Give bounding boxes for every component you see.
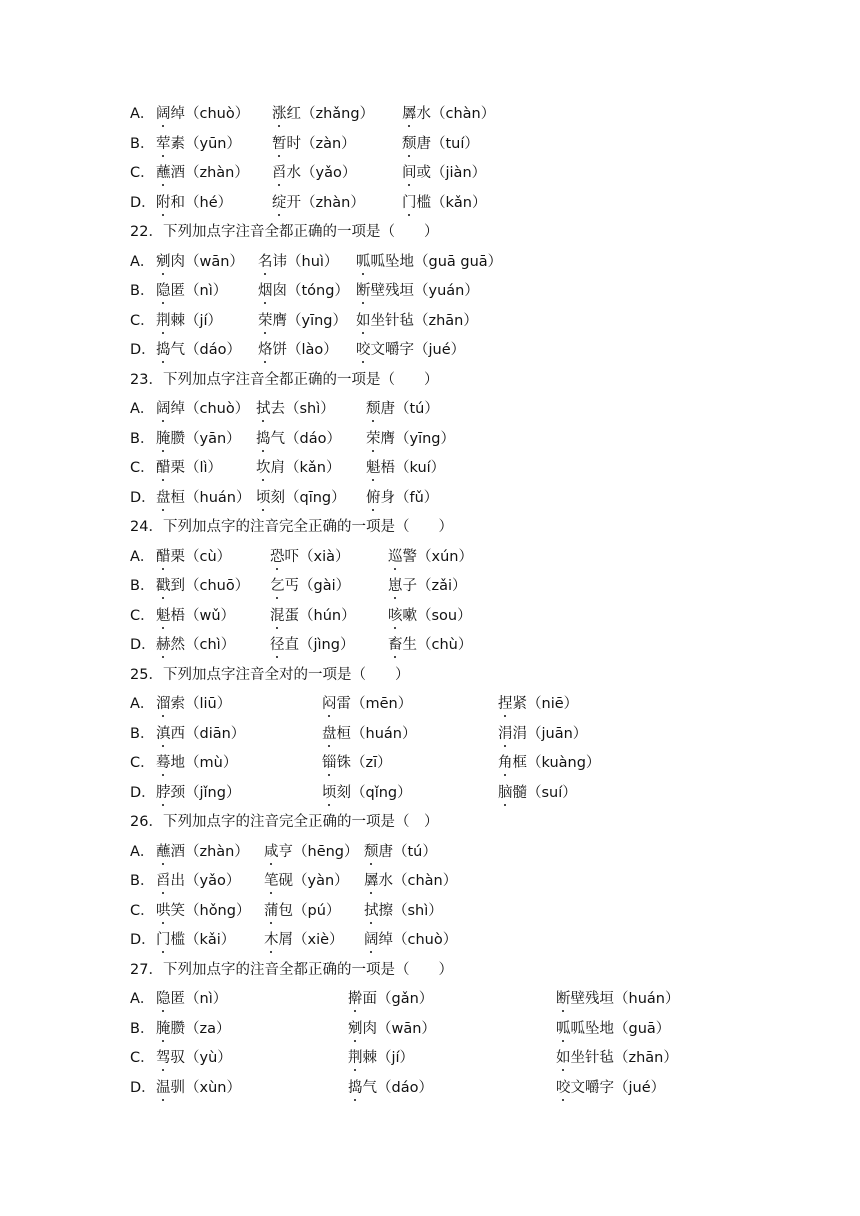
question-stem: 23．下列加点字注音全都正确的一项是（ ） xyxy=(130,371,439,388)
option-label: D． xyxy=(130,489,156,506)
option-word: 舀出（yǎo） xyxy=(156,873,241,889)
emphasis-dot xyxy=(162,450,164,452)
emphasis-dot xyxy=(162,892,164,894)
option-label: A． xyxy=(130,548,155,565)
option-word: 蓦地（mù） xyxy=(156,755,238,771)
emphasis-dot xyxy=(328,774,330,776)
emphasis-dot xyxy=(162,1040,164,1042)
emphasis-dot xyxy=(354,1099,356,1101)
emphasis-dot xyxy=(162,155,164,157)
emphasis-dot xyxy=(276,656,278,658)
option-word: 捣气（dáo） xyxy=(156,342,241,358)
option-word: 门槛（kǎn） xyxy=(402,194,487,211)
option-word: 畜生（chù） xyxy=(388,637,473,653)
option-word: 荆棘（jí） xyxy=(348,1050,415,1066)
option-word: 断壁残垣（huán） xyxy=(556,991,680,1007)
emphasis-dot xyxy=(362,302,364,304)
question-stem: 26．下列加点字的注音完全正确的一项是（ ） xyxy=(130,814,439,830)
emphasis-dot xyxy=(562,1099,564,1101)
option-word: 隐匿（nì） xyxy=(156,283,228,299)
option-word: 角框（kuàng） xyxy=(498,755,601,771)
option-label: C． xyxy=(130,165,155,181)
emphasis-dot xyxy=(262,509,264,511)
option-word: 羼水（chàn） xyxy=(364,873,458,889)
option-word: 颓唐（tuí） xyxy=(402,135,479,152)
emphasis-dot xyxy=(162,214,164,216)
option-word: 崽子（zǎi） xyxy=(388,578,467,594)
option-word: 锱铢（zī） xyxy=(322,755,392,771)
option-word: 间或（jiàn） xyxy=(402,165,487,181)
option-label: C． xyxy=(130,1050,155,1066)
option-word: 戳到（chuō） xyxy=(156,578,250,594)
option-label: C． xyxy=(130,460,155,476)
option-label: D． xyxy=(130,1079,156,1096)
option-word: 盘桓（huán） xyxy=(156,489,251,506)
option-word: 阔绰（chuò） xyxy=(156,106,250,122)
option-label: D． xyxy=(130,932,156,948)
emphasis-dot xyxy=(262,420,264,422)
question-stem: 22．下列加点字注音全都正确的一项是（ ） xyxy=(130,224,439,240)
option-word: 羼水（chàn） xyxy=(402,106,496,122)
emphasis-dot xyxy=(162,332,164,334)
option-word: 恐吓（xià） xyxy=(270,548,350,565)
option-word: 呱呱坠地（guā guā） xyxy=(356,253,503,270)
emphasis-dot xyxy=(276,568,278,570)
emphasis-dot xyxy=(504,715,506,717)
emphasis-dot xyxy=(270,951,272,953)
option-word: 剜肉（wān） xyxy=(156,253,244,270)
option-word: 蘸酒（zhàn） xyxy=(156,165,249,181)
option-label: D． xyxy=(130,194,156,211)
emphasis-dot xyxy=(354,1069,356,1071)
option-label: C． xyxy=(130,902,155,919)
emphasis-dot xyxy=(354,1040,356,1042)
emphasis-dot xyxy=(162,627,164,629)
emphasis-dot xyxy=(372,450,374,452)
option-word: 捣气（dáo） xyxy=(256,430,341,447)
emphasis-dot xyxy=(162,863,164,865)
emphasis-dot xyxy=(162,1010,164,1012)
option-word: 门槛（kǎi） xyxy=(156,932,236,948)
option-word: 咬文嚼字（jué） xyxy=(556,1079,666,1096)
option-word: 涓涓（juān） xyxy=(498,725,588,742)
option-label: B． xyxy=(130,135,155,152)
option-word: 荣膺（yīng） xyxy=(258,312,348,329)
emphasis-dot xyxy=(328,804,330,806)
emphasis-dot xyxy=(162,804,164,806)
emphasis-dot xyxy=(162,774,164,776)
option-word: 捏紧（niē） xyxy=(498,696,579,712)
emphasis-dot xyxy=(270,892,272,894)
option-word: 颓唐（tú） xyxy=(364,843,437,860)
emphasis-dot xyxy=(504,804,506,806)
emphasis-dot xyxy=(162,1069,164,1071)
option-label: A． xyxy=(130,401,155,417)
emphasis-dot xyxy=(270,863,272,865)
emphasis-dot xyxy=(162,273,164,275)
option-label: D． xyxy=(130,784,156,801)
emphasis-dot xyxy=(328,715,330,717)
emphasis-dot xyxy=(408,125,410,127)
emphasis-dot xyxy=(162,125,164,127)
option-word: 荣膺（yīng） xyxy=(366,430,456,447)
option-word: 绽开（zhàn） xyxy=(272,194,365,211)
emphasis-dot xyxy=(264,273,266,275)
emphasis-dot xyxy=(328,745,330,747)
emphasis-dot xyxy=(262,479,264,481)
emphasis-dot xyxy=(278,155,280,157)
option-word: 顷刻（qǐng） xyxy=(322,784,412,801)
emphasis-dot xyxy=(370,863,372,865)
option-word: 咸亨（hēng） xyxy=(264,843,359,860)
option-word: 哄笑（hǒng） xyxy=(156,902,251,919)
option-word: 拭去（shì） xyxy=(256,401,335,417)
emphasis-dot xyxy=(362,273,364,275)
emphasis-dot xyxy=(278,125,280,127)
option-word: 断壁残垣（yuán） xyxy=(356,283,479,299)
option-word: 涨红（zhǎng） xyxy=(272,106,375,122)
option-word: 巡警（xún） xyxy=(388,548,473,565)
option-label: C． xyxy=(130,607,155,624)
emphasis-dot xyxy=(408,214,410,216)
emphasis-dot xyxy=(162,479,164,481)
option-label: A． xyxy=(130,253,155,270)
option-word: 闷雷（mēn） xyxy=(322,696,413,712)
option-label: C． xyxy=(130,755,155,771)
option-word: 阔绰（chuò） xyxy=(156,401,250,417)
option-word: 如坐针毡（zhān） xyxy=(556,1050,678,1066)
emphasis-dot xyxy=(354,1010,356,1012)
emphasis-dot xyxy=(394,568,396,570)
option-word: 脑髓（suí） xyxy=(498,784,577,801)
emphasis-dot xyxy=(278,214,280,216)
emphasis-dot xyxy=(372,509,374,511)
option-word: 径直（jìng） xyxy=(270,637,355,653)
option-label: B． xyxy=(130,283,155,299)
option-word: 荆棘（jí） xyxy=(156,312,223,329)
option-word: 如坐针毡（zhān） xyxy=(356,312,478,329)
option-label: B． xyxy=(130,873,155,889)
option-word: 舀水（yǎo） xyxy=(272,165,357,181)
option-word: 驾驭（yù） xyxy=(156,1050,232,1066)
emphasis-dot xyxy=(264,332,266,334)
emphasis-dot xyxy=(262,450,264,452)
option-word: 醋栗（cù） xyxy=(156,548,232,565)
emphasis-dot xyxy=(394,656,396,658)
option-word: 溜索（liū） xyxy=(156,696,232,712)
option-word: 蒲包（pú） xyxy=(264,902,341,919)
emphasis-dot xyxy=(162,922,164,924)
option-word: 顷刻（qīng） xyxy=(256,489,346,506)
option-word: 烙饼（lào） xyxy=(258,342,338,358)
emphasis-dot xyxy=(370,922,372,924)
emphasis-dot xyxy=(162,361,164,363)
option-word: 捣气（dáo） xyxy=(348,1079,433,1096)
emphasis-dot xyxy=(162,656,164,658)
option-label: B． xyxy=(130,578,155,594)
option-label: A． xyxy=(130,106,155,122)
emphasis-dot xyxy=(372,420,374,422)
option-word: 蘸酒（zhàn） xyxy=(156,843,249,860)
option-label: D． xyxy=(130,342,156,358)
emphasis-dot xyxy=(276,597,278,599)
emphasis-dot xyxy=(162,302,164,304)
option-word: 赫然（chì） xyxy=(156,637,236,653)
option-word: 坎肩（kǎn） xyxy=(256,460,341,476)
option-word: 颓唐（tú） xyxy=(366,401,439,417)
emphasis-dot xyxy=(408,155,410,157)
option-word: 荤素（yūn） xyxy=(156,135,241,152)
option-word: 俯身（fǔ） xyxy=(366,489,439,506)
option-word: 拭擦（shì） xyxy=(364,902,443,919)
emphasis-dot xyxy=(562,1040,564,1042)
option-word: 呱呱坠地（guā） xyxy=(556,1020,671,1037)
option-label: B． xyxy=(130,1020,155,1037)
option-word: 温驯（xùn） xyxy=(156,1079,241,1096)
option-word: 混蛋（hún） xyxy=(270,607,356,624)
emphasis-dot xyxy=(162,951,164,953)
emphasis-dot xyxy=(162,715,164,717)
question-stem: 24．下列加点字的注音完全正确的一项是（ ） xyxy=(130,519,453,535)
option-word: 醋栗（lì） xyxy=(156,460,223,476)
option-label: D． xyxy=(130,637,156,653)
emphasis-dot xyxy=(504,745,506,747)
option-word: 隐匿（nì） xyxy=(156,991,228,1007)
option-label: B． xyxy=(130,725,155,742)
option-label: A． xyxy=(130,843,155,860)
emphasis-dot xyxy=(394,627,396,629)
emphasis-dot xyxy=(162,184,164,186)
option-word: 腌臜（yān） xyxy=(156,430,241,447)
option-word: 笔砚（yàn） xyxy=(264,873,349,889)
option-word: 剜肉（wān） xyxy=(348,1020,436,1037)
option-word: 魁梧（wǔ） xyxy=(156,607,236,624)
emphasis-dot xyxy=(162,568,164,570)
question-stem: 27．下列加点字的注音全都正确的一项是（ ） xyxy=(130,961,453,978)
emphasis-dot xyxy=(394,597,396,599)
option-word: 盘桓（huán） xyxy=(322,725,417,742)
emphasis-dot xyxy=(372,479,374,481)
option-label: B． xyxy=(130,430,155,447)
emphasis-dot xyxy=(362,361,364,363)
option-word: 暂时（zàn） xyxy=(272,135,356,152)
option-word: 名讳（huì） xyxy=(258,253,339,270)
emphasis-dot xyxy=(162,597,164,599)
option-word: 咬文嚼字（jué） xyxy=(356,342,466,358)
emphasis-dot xyxy=(276,627,278,629)
emphasis-dot xyxy=(162,1099,164,1101)
option-word: 腌臜（za） xyxy=(156,1020,231,1037)
option-word: 附和（hé） xyxy=(156,194,233,211)
option-word: 木屑（xiè） xyxy=(264,932,344,948)
emphasis-dot xyxy=(162,420,164,422)
option-word: 烟囱（tóng） xyxy=(258,283,349,299)
option-label: A． xyxy=(130,991,155,1007)
question-stem: 25．下列加点字注音全对的一项是（ ） xyxy=(130,666,410,683)
emphasis-dot xyxy=(162,745,164,747)
emphasis-dot xyxy=(362,332,364,334)
option-label: A． xyxy=(130,696,155,712)
option-word: 阔绰（chuò） xyxy=(364,932,458,948)
option-word: 擀面（gǎn） xyxy=(348,991,434,1007)
emphasis-dot xyxy=(370,892,372,894)
emphasis-dot xyxy=(562,1069,564,1071)
emphasis-dot xyxy=(264,361,266,363)
emphasis-dot xyxy=(504,774,506,776)
emphasis-dot xyxy=(562,1010,564,1012)
option-word: 咳嗽（sou） xyxy=(388,607,472,624)
emphasis-dot xyxy=(370,951,372,953)
option-word: 魁梧（kuí） xyxy=(366,460,446,476)
emphasis-dot xyxy=(408,184,410,186)
option-word: 滇西（diān） xyxy=(156,725,246,742)
emphasis-dot xyxy=(278,184,280,186)
option-word: 乞丐（gài） xyxy=(270,578,351,594)
emphasis-dot xyxy=(270,922,272,924)
emphasis-dot xyxy=(162,509,164,511)
option-word: 脖颈（jǐng） xyxy=(156,784,241,801)
emphasis-dot xyxy=(264,302,266,304)
option-label: C． xyxy=(130,312,155,329)
